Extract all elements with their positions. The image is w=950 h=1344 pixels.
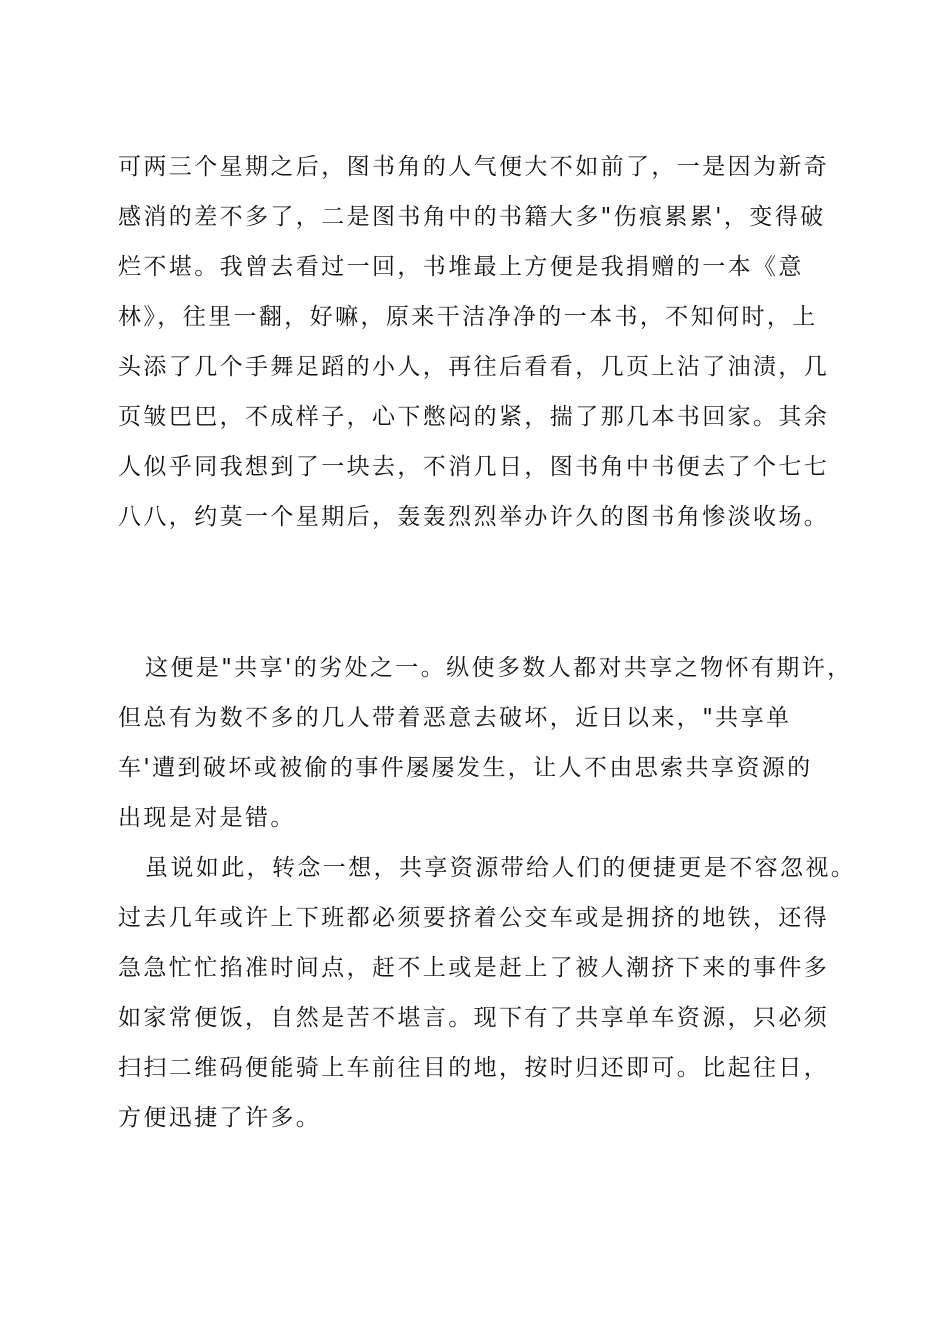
paragraph-sharing-drawbacks [118, 643, 878, 843]
text-line: 这便是"共享'的劣处之一。纵使多数人都对共享之物怀有期许， [145, 655, 853, 681]
text-line: 出现是对是错。 [118, 805, 296, 831]
text-line: 车'遭到破坏或被偷的事件屡屡发生，让人不由思索共享资源的 [118, 755, 813, 781]
text-line: 虽说如此，转念一想，共享资源带给人们的便捷更是不容忽视。 [145, 855, 857, 881]
text-line: 八八，约莫一个星期后，轰轰烈烈举办许久的图书角惨淡收场。 [118, 504, 830, 530]
text-line: 感消的差不多了，二是图书角中的书籍大多"伤痕累累'，变得破 [118, 204, 826, 230]
text-line: 扫扫二维码便能骑上车前往目的地，按时归还即可。比起往日， [118, 1055, 830, 1081]
text-line: 头添了几个手舞足蹈的小人，再往后看看，几页上沾了油渍，几 [118, 354, 830, 380]
text-line: 烂不堪。我曾去看过一回，书堆最上方便是我捐赠的一本《意 [118, 254, 804, 280]
text-line: 急急忙忙掐准时间点，赶不上或是赶上了被人潮挤下来的事件多 [118, 955, 830, 981]
text-line: 林》，往里一翻，好嘛，原来干洁净净的一本书，不知何时，上 [118, 304, 818, 330]
text-line: 页皱巴巴，不成样子，心下憋闷的紧，揣了那几本书回家。其余 [118, 404, 830, 430]
text-line: 如家常便饭，自然是苦不堪言。现下有了共享单车资源，只必须 [118, 1005, 830, 1031]
text-line: 过去几年或许上下班都必须要挤着公交车或是拥挤的地铁，还得 [118, 905, 830, 931]
text-line: 但总有为数不多的几人带着恶意去破坏，近日以来，"共享单 [118, 705, 792, 731]
text-line: 人似乎同我想到了一块去，不消几日，图书角中书便去了个七七 [118, 454, 830, 480]
paragraph-sharing-benefits [118, 843, 878, 1143]
paragraph-library-corner [118, 142, 878, 542]
text-line: 可两三个星期之后，图书角的人气便大不如前了，一是因为新奇 [118, 154, 830, 180]
text-line: 方便迅捷了许多。 [118, 1105, 322, 1131]
